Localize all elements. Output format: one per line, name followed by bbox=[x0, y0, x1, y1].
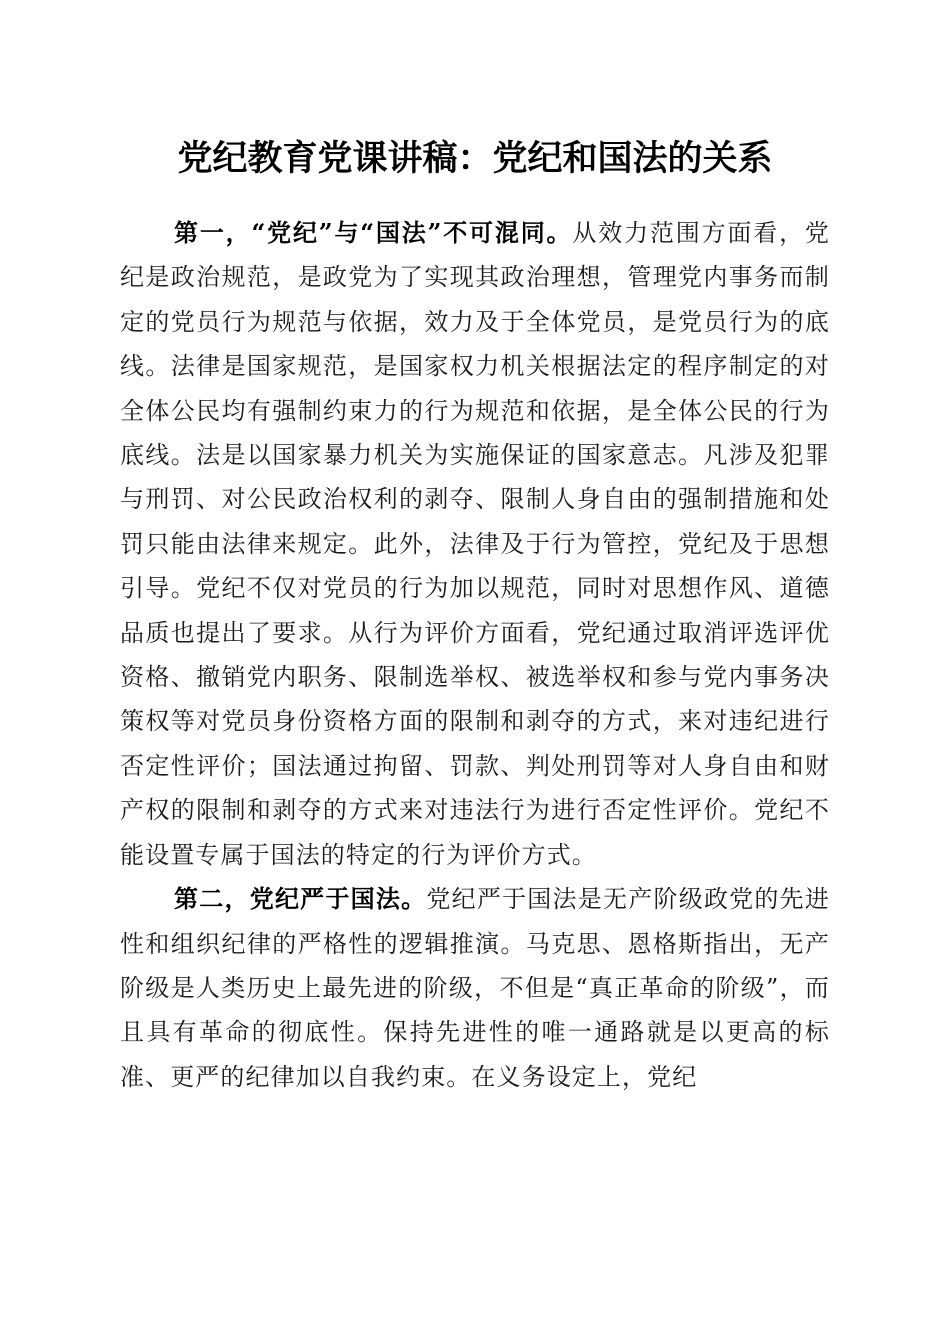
document-body bbox=[120, 211, 830, 1099]
paragraph-2 bbox=[120, 877, 830, 1099]
paragraph-2-lead: 第二，党纪严于国法。 bbox=[174, 884, 427, 914]
paragraph-1 bbox=[120, 211, 830, 877]
paragraph-2-text: 党纪严于国法是无产阶级政党的先进性和组织纪律的严格性的逻辑推演。马克思、恩格斯指出，无产阶级是人类历史上最先进的阶级，不但是“真正革命的阶级”，而且具有革命的彻底性。保持先进性的唯一通路就是以更高的标准、更严的纪律加以自我约束。在义务设定上，党纪 bbox=[120, 885, 830, 1091]
document-title: 党纪教育党课讲稿：党纪和国法的关系 bbox=[177, 138, 773, 179]
paragraph-1-text: 从效力范围方面看，党纪是政治规范，是政党为了实现其政治理想，管理党内事务而制定的党员行为规范与依据，效力及于全体党员，是党员行为的底线。法律是国家规范，是国家权力机关根据法定的程序制定的对全体公民均有强制约束力的行为规范和依据，是全体公民的行为底线。法是以国家暴力机关为实施保证的国家意志。凡涉及犯罪与刑罚、对公民政治权利的剥夺、限制人身自由的强制措施和处罚只能由法律来规定。此外，法律及于行为管控，党纪及于思想引导。党纪不仅对党员的行为加以规范，同时对思想作风、道德品质也提出了要求。从行为评价方面看，党纪通过取消评选评优资格、撤销党内职务、限制选举权、被选举权和参与党内事务决策权等对党员身份资格方面的限制和剥夺的方式，来对违纪进行否定性评价；国法通过拘留、罚款、判处刑罚等对人身自由和财产权的限制和剥夺的方式来对违法行为进行否定性评价。党纪不能设置专属于国法的特定的行为评价方式。 bbox=[120, 219, 831, 869]
paragraph-1-lead: 第一，“党纪”与“国法”不可混同。 bbox=[174, 218, 573, 247]
